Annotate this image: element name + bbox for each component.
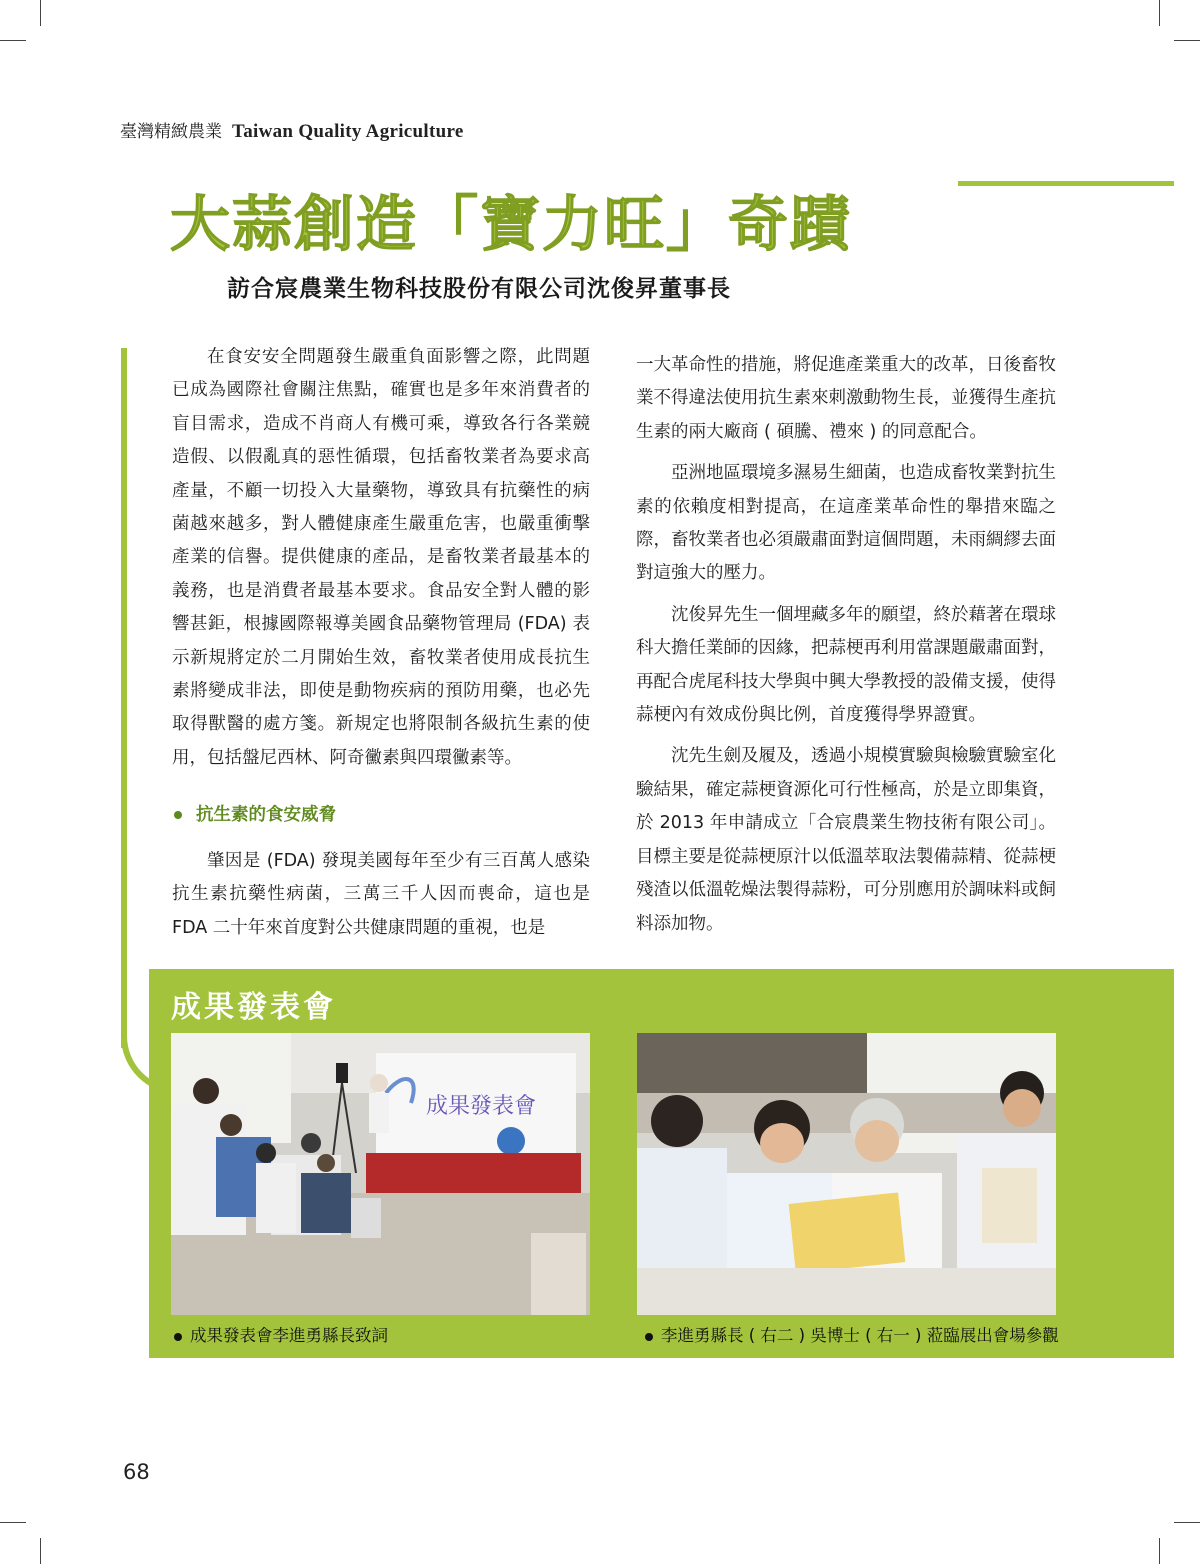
crop-mark <box>1174 1522 1200 1523</box>
photo-caption-2 <box>645 1322 1059 1346</box>
masthead <box>120 117 464 143</box>
right-text-column <box>636 349 1056 949</box>
bullet-icon <box>645 1333 653 1341</box>
bullet-icon <box>174 811 182 819</box>
crop-mark <box>40 0 41 26</box>
top-accent-rule <box>958 181 1174 186</box>
bullet-icon <box>174 1333 182 1341</box>
paragraph: 沈俊昇先生一個埋藏多年的願望，終於藉著在環球科大擔任業師的因緣，把蒜梗再利用當課題嚴肅面對，再配合虎尾科技大學與中興大學教授的設備支援，使得蒜梗內有效成份與比例，首度獲得學界證實。 <box>636 604 1056 726</box>
masthead-zh: 臺灣精緻農業 <box>120 122 222 142</box>
left-accent-bar <box>121 348 127 1048</box>
photo-caption-1 <box>174 1322 388 1346</box>
panel-title: 成果發表會 <box>171 990 336 1025</box>
article-subtitle: 訪合宸農業生物科技股份有限公司沈俊昇董事長 <box>227 276 731 302</box>
photo-press-conference <box>171 1033 590 1315</box>
banner-text: 成果發表會 <box>426 1094 537 1119</box>
crop-mark <box>0 40 26 41</box>
crop-mark <box>1159 1538 1160 1564</box>
article-title: 大蒜創造「寶力旺」奇蹟 <box>170 190 852 260</box>
paragraph: 一大革命性的措施，將促進產業重大的改革，日後畜牧業不得違法使用抗生素來刺激動物生長，並獲得生產抗生素的兩大廠商 ( 碩騰、禮來 ) 的同意配合。 <box>636 355 1056 442</box>
page-number: 68 <box>123 1460 150 1484</box>
crop-mark <box>1159 0 1160 26</box>
photo-exhibition-visit <box>637 1033 1056 1315</box>
section-heading-text: 抗生素的食安威脅 <box>196 805 336 826</box>
crop-mark <box>0 1522 26 1523</box>
caption-text: 李進勇縣長 ( 右二 ) 吳博士 ( 右一 ) 蒞臨展出會場參觀 <box>661 1326 1059 1345</box>
paragraph: 肇因是 (FDA) 發現美國每年至少有三百萬人感染抗生素抗藥性病菌，三萬三千人因而喪命，這也是 FDA 二十年來首度對公共健康問題的重視，也是 <box>172 850 590 938</box>
masthead-en: Taiwan Quality Agriculture <box>232 121 464 142</box>
crop-mark <box>40 1538 41 1564</box>
paragraph: 沈先生劍及履及，透過小規模實驗與檢驗實驗室化驗結果，確定蒜梗資源化可行性極高，於是立即集資，於 2013 年申請成立「合宸農業生物技術有限公司」。目標主要是從蒜梗原汁以低溫萃取法製備蒜精、從蒜梗殘渣以低溫乾燥法製得蒜粉，可分別應用於調味料或飼料添加物。 <box>636 746 1056 934</box>
section-heading <box>174 799 590 832</box>
paragraph: 在食安安全問題發生嚴重負面影響之際，此問題已成為國際社會關注焦點，確實也是多年來消費者的盲目需求，造成不肖商人有機可乘，導致各行各業競造假、以假亂真的惡性循環，包括畜牧業者為要求高產量，不顧一切投入大量藥物，導致具有抗藥性的病菌越來越多，對人體健康產生嚴重危害，也嚴重衝擊產業的信譽。提供健康的產品，是畜牧業者最基本的義務，也是消費者最基本要求。食品安全對人體的影響甚鉅，根據國際報導美國食品藥物管理局 (FDA) 表示新規將定於二月開始生效，畜牧業者使用成長抗生素將變成非法，即使是動物疾病的預防用藥，也必先取得獸醫的處方箋。新規定也將限制各級抗生素的使用，包括盤尼西林、阿奇黴素與四環黴素等。 <box>172 347 590 768</box>
caption-text: 成果發表會李進勇縣長致詞 <box>190 1326 388 1345</box>
paragraph: 亞洲地區環境多濕易生細菌，也造成畜牧業對抗生素的依賴度相對提高，在這產業革命性的舉措來臨之際，畜牧業者也必須嚴肅面對這個問題，未雨綢繆去面對這強大的壓力。 <box>636 463 1056 584</box>
left-text-column <box>172 341 590 953</box>
crop-mark <box>1174 40 1200 41</box>
